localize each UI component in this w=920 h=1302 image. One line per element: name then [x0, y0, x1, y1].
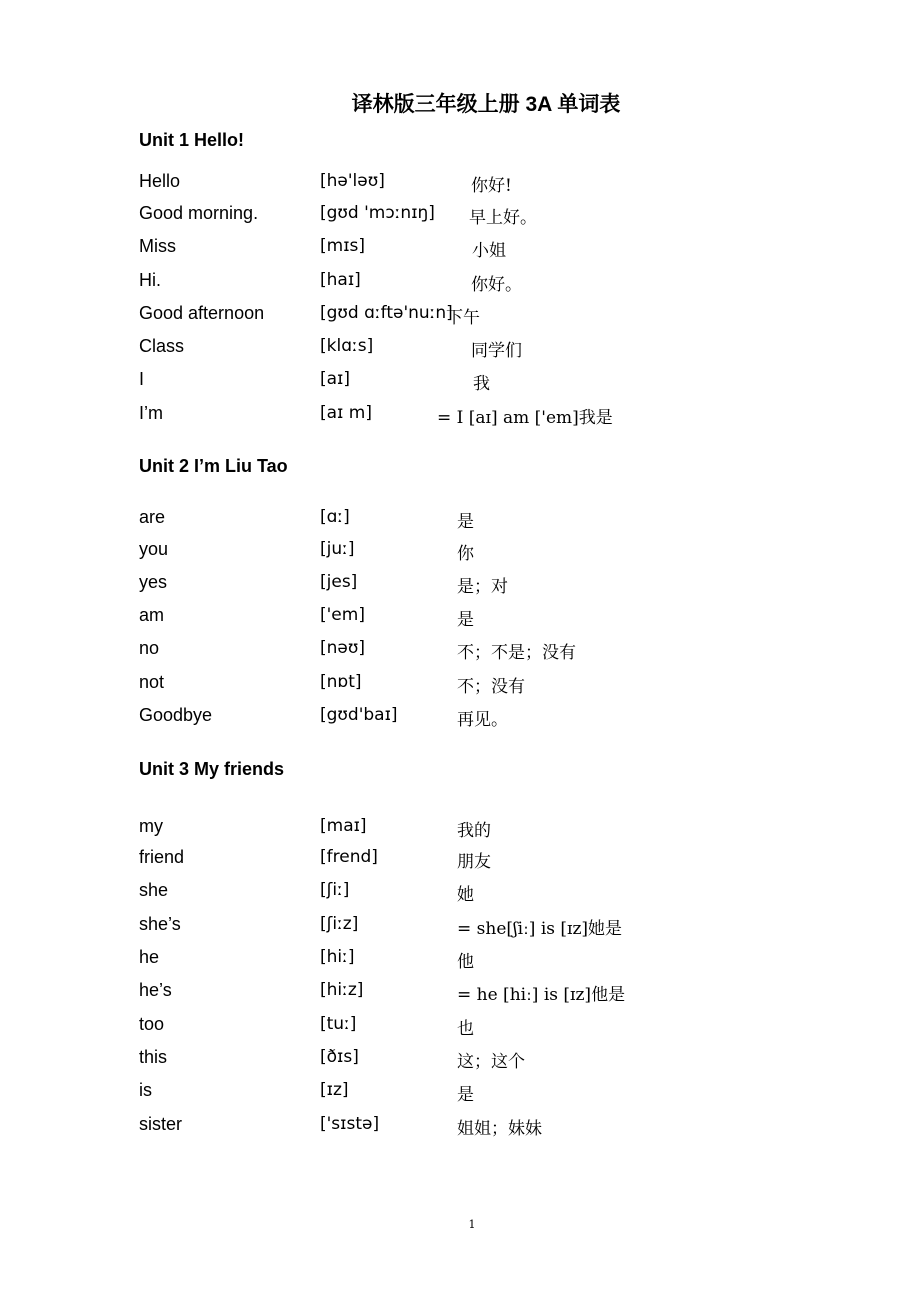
vocab-row — [0, 638, 920, 668]
vocab-phonetic: [nəʊ] — [320, 638, 365, 658]
vocab-row — [0, 572, 920, 602]
vocab-word: friend — [139, 847, 185, 867]
vocab-word: this — [139, 1047, 168, 1067]
vocab-phonetic: [hiː] — [320, 947, 355, 967]
vocab-meaning: 你好! — [471, 176, 512, 196]
unit-1-heading: Unit 1 Hello! — [139, 130, 245, 150]
vocab-phonetic: [ʃiːz] — [320, 914, 359, 934]
vocab-word: no — [139, 638, 160, 658]
vocab-word: Hello — [139, 171, 181, 191]
document-title: 译林版三年级上册 3A 单词表 — [351, 93, 621, 116]
vocab-meaning: = I [aɪ] am ['em]我是 — [437, 408, 613, 428]
vocab-phonetic: [hiːz] — [320, 980, 364, 1000]
vocab-word: Class — [139, 336, 185, 356]
vocab-row — [0, 236, 920, 266]
vocab-meaning: 也 — [457, 1019, 474, 1039]
vocab-row — [0, 672, 920, 702]
vocab-word: my — [139, 816, 163, 836]
vocab-meaning: 她 — [457, 885, 474, 905]
vocab-phonetic: [juː] — [320, 539, 355, 559]
vocab-meaning: 你好。 — [471, 275, 522, 295]
vocab-meaning: 是；对 — [457, 577, 508, 597]
vocab-row — [0, 816, 920, 846]
vocab-phonetic: [ɑː] — [320, 507, 350, 527]
vocab-row — [0, 303, 920, 333]
vocab-phonetic: [frend] — [320, 847, 378, 867]
vocab-phonetic: ['sɪstə] — [320, 1114, 380, 1134]
unit-2-heading: Unit 2 I’m Liu Tao — [139, 456, 288, 476]
vocab-row — [0, 980, 920, 1010]
vocab-row — [0, 369, 920, 399]
vocab-meaning: 你 — [457, 544, 474, 564]
vocab-row — [0, 880, 920, 910]
vocab-meaning: 早上好。 — [469, 208, 537, 228]
vocab-meaning: 不；没有 — [457, 677, 525, 697]
vocab-word: Good afternoon — [139, 303, 265, 323]
vocab-meaning: 是 — [457, 610, 474, 630]
vocab-word: is — [139, 1080, 152, 1100]
vocab-row — [0, 947, 920, 977]
vocab-meaning: 是 — [457, 1085, 474, 1105]
vocab-meaning: 我 — [473, 374, 490, 394]
vocab-row — [0, 605, 920, 635]
vocab-phonetic: [jes] — [320, 572, 358, 592]
vocab-word: you — [139, 539, 169, 559]
vocab-meaning: = she[ʃiː] is [ɪz]她是 — [457, 919, 623, 939]
vocab-row — [0, 914, 920, 944]
vocab-phonetic: [haɪ] — [320, 270, 361, 290]
vocab-phonetic: [aɪ m] — [320, 403, 372, 423]
vocab-meaning: 我的 — [457, 821, 491, 841]
vocab-meaning: 下午 — [446, 308, 480, 328]
vocab-phonetic: [ʃiː] — [320, 880, 350, 900]
vocab-phonetic: [hə'ləʊ] — [320, 171, 385, 191]
vocab-word: Miss — [139, 236, 176, 256]
vocab-meaning: 姐姐；妹妹 — [457, 1119, 542, 1139]
vocab-word: yes — [139, 572, 168, 592]
page-number: 1 — [468, 1218, 476, 1231]
vocab-phonetic: [tuː] — [320, 1014, 357, 1034]
vocab-word: he’s — [139, 980, 172, 1000]
vocab-phonetic: [aɪ] — [320, 369, 350, 389]
vocab-meaning: 同学们 — [471, 341, 522, 361]
vocab-word: sister — [139, 1114, 183, 1134]
vocab-word: am — [139, 605, 165, 625]
vocab-word: she’s — [139, 914, 181, 934]
vocab-meaning: 不；不是；没有 — [457, 643, 576, 663]
vocab-word: not — [139, 672, 165, 692]
unit-3-heading: Unit 3 My friends — [139, 759, 285, 779]
vocab-row — [0, 1080, 920, 1110]
vocab-row — [0, 403, 920, 433]
vocab-phonetic: [nɒt] — [320, 672, 362, 692]
vocab-row — [0, 1114, 920, 1144]
vocab-row — [0, 336, 920, 366]
vocab-row — [0, 203, 920, 233]
vocab-meaning: 这；这个 — [457, 1052, 525, 1072]
vocab-row — [0, 1014, 920, 1044]
vocab-word: too — [139, 1014, 165, 1034]
vocab-meaning: 小姐 — [472, 241, 506, 261]
vocab-word: I’m — [139, 403, 163, 423]
vocab-meaning: = he [hiː] is [ɪz]他是 — [457, 985, 626, 1005]
vocab-row — [0, 1047, 920, 1077]
vocab-row — [0, 507, 920, 537]
vocab-meaning: 再见。 — [457, 710, 508, 730]
vocab-meaning: 他 — [457, 952, 474, 972]
vocab-phonetic: ['em] — [320, 605, 365, 625]
vocab-meaning: 朋友 — [457, 852, 491, 872]
vocab-row — [0, 847, 920, 877]
vocab-row — [0, 705, 920, 735]
vocab-phonetic: [gʊd'baɪ] — [320, 705, 398, 725]
vocab-phonetic: [gʊd 'mɔːnɪŋ] — [320, 203, 435, 223]
vocab-meaning: 是 — [457, 512, 474, 532]
vocab-row — [0, 171, 920, 201]
vocab-phonetic: [gʊd ɑːftə'nuːn] — [320, 303, 453, 323]
vocab-word: Good morning. — [139, 203, 259, 223]
vocab-word: are — [139, 507, 166, 527]
vocab-phonetic: [maɪ] — [320, 816, 367, 836]
vocab-phonetic: [mɪs] — [320, 236, 365, 256]
vocab-word: Hi. — [139, 270, 161, 290]
vocab-row — [0, 539, 920, 569]
vocab-row — [0, 270, 920, 300]
vocab-word: Goodbye — [139, 705, 213, 725]
vocab-word: he — [139, 947, 160, 967]
vocab-word: she — [139, 880, 169, 900]
vocab-phonetic: [klɑːs] — [320, 336, 374, 356]
vocab-word: I — [139, 369, 145, 389]
vocab-phonetic: [ðɪs] — [320, 1047, 359, 1067]
vocab-phonetic: [ɪz] — [320, 1080, 349, 1100]
